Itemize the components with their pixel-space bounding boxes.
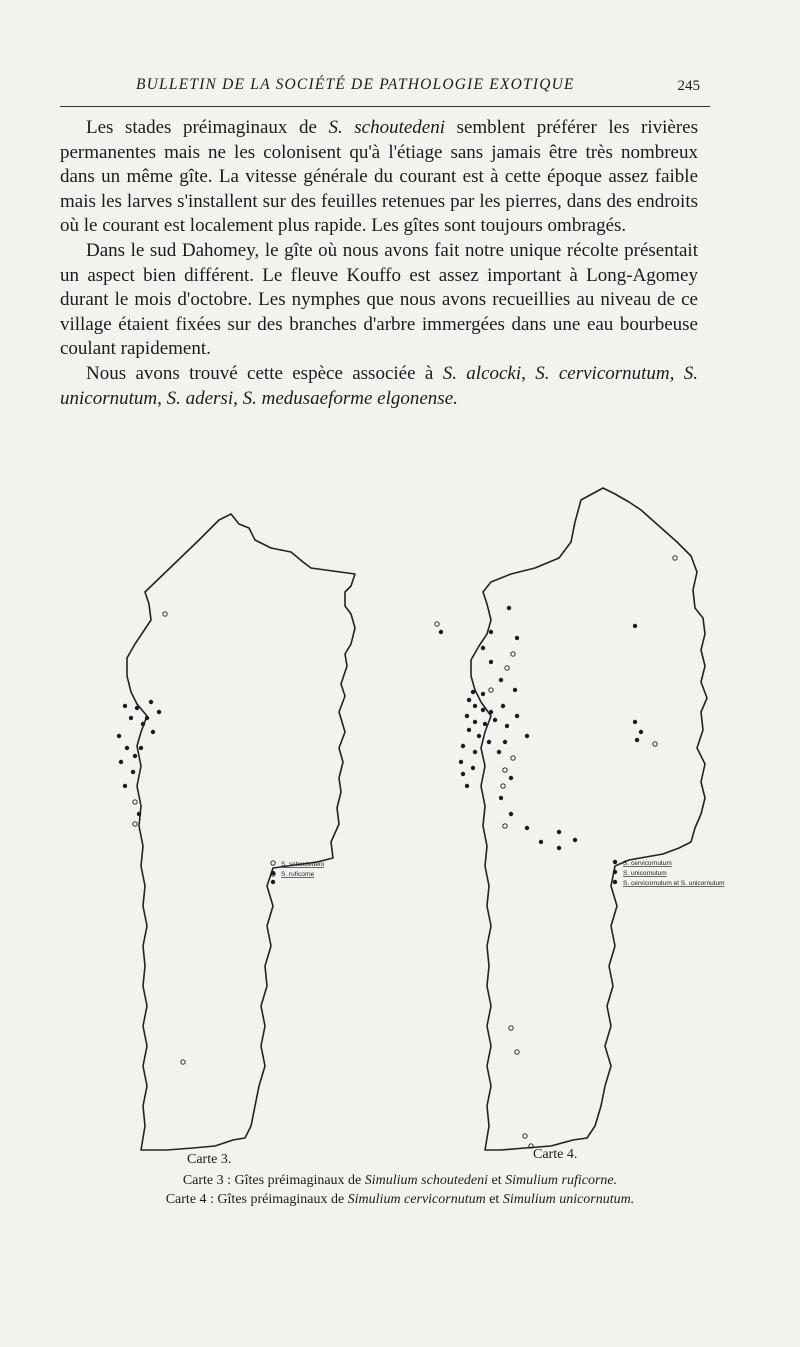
text-run: et: [488, 1173, 506, 1188]
running-header: [60, 72, 710, 107]
site-dot: [497, 750, 501, 754]
site-dot: [635, 738, 639, 742]
site-dot: [539, 840, 543, 844]
site-dot: [471, 766, 475, 770]
map4-label: Carte 4.: [533, 1147, 578, 1162]
site-dot: [489, 660, 493, 664]
site-dot: [573, 838, 577, 842]
text-run: Dans le sud Dahomey, le gîte où nous avons fait notre unique récolte présentait un aspect bien différent. Le fleuve Kouffo est assez important à Long-Agomey durant le mois d'octobre. Les nymphes que nous avons recueillies au niveau de ce village étaient fixées sur des branches d'arbre immergées dans une eau bourbeuse coulant rapidement.: [60, 239, 698, 360]
italic-run: Simulium ruficorne.: [505, 1173, 618, 1188]
legend-label: S. ruficorne: [281, 871, 315, 878]
italic-run: S. schoutedeni: [328, 117, 446, 138]
site-circle: [653, 742, 657, 746]
site-dot: [439, 630, 443, 634]
site-dot: [123, 784, 127, 788]
paragraph: [60, 239, 698, 362]
site-circle: [133, 822, 137, 826]
site-dot: [481, 646, 485, 650]
site-dot: [459, 760, 463, 764]
site-dot: [557, 830, 561, 834]
site-dot: [465, 714, 469, 718]
site-dot: [467, 698, 471, 702]
site-dot: [473, 750, 477, 754]
maps-figure: [55, 486, 745, 1167]
body-text: [60, 116, 698, 411]
legend-label: S. cervicornutum: [623, 860, 672, 867]
site-dot: [151, 730, 155, 734]
site-dot: [117, 734, 121, 738]
site-dot: [499, 796, 503, 800]
site-dot: [129, 716, 133, 720]
text-run: semblent préférer les rivières permanentes mais ne les colonisent qu'à l'étiage sans jamais être très nombreux dans un même gîte. La vitesse générale du courant est à cette époque assez faible mais les larves s'installent sur des feuilles retenues par les pierres, dans des endroits où le courant est localement plus rapide. Les gîtes sont toujours ombragés.: [60, 117, 698, 237]
site-dot: [613, 880, 617, 884]
site-dot: [633, 720, 637, 724]
maps-svg: [55, 486, 745, 1156]
site-circle: [511, 756, 515, 760]
site-dot: [613, 870, 617, 874]
site-circle: [505, 666, 509, 670]
site-dot: [125, 746, 129, 750]
map3-site-markers: [117, 612, 275, 1064]
journal-title: BULLETIN DE LA SOCIÉTÉ DE PATHOLOGIE EXOTIQUE: [136, 76, 575, 93]
site-dot: [477, 734, 481, 738]
site-dot: [515, 636, 519, 640]
site-dot: [505, 724, 509, 728]
site-dot: [461, 772, 465, 776]
site-circle: [509, 1026, 513, 1030]
site-dot: [461, 744, 465, 748]
site-dot: [509, 776, 513, 780]
map-legends: [271, 860, 725, 887]
site-dot: [145, 716, 149, 720]
site-dot: [501, 704, 505, 708]
site-dot: [131, 770, 135, 774]
site-dot: [513, 688, 517, 692]
site-dot: [471, 690, 475, 694]
site-dot: [503, 740, 507, 744]
paragraph: [60, 116, 698, 239]
site-dot: [483, 722, 487, 726]
site-dot: [639, 730, 643, 734]
text-run: et: [485, 1192, 503, 1207]
site-dot: [489, 710, 493, 714]
italic-run: Simulium unicornutum.: [502, 1192, 635, 1207]
site-dot: [133, 754, 137, 758]
site-dot: [489, 630, 493, 634]
site-dot: [557, 846, 561, 850]
legend-label: S. schoutedeni: [281, 861, 325, 868]
caption-line-1: [100, 1171, 700, 1190]
site-circle: [515, 1050, 519, 1054]
site-dot: [613, 860, 617, 864]
site-dot: [139, 746, 143, 750]
site-dot: [465, 784, 469, 788]
site-dot: [481, 708, 485, 712]
legend-label: S. cervicornutum et S. unicornutum: [623, 880, 725, 887]
text-run: Carte 3 : Gîtes préimaginaux de: [182, 1173, 365, 1188]
site-dot: [119, 760, 123, 764]
paragraph: [60, 362, 698, 411]
site-dot: [271, 880, 275, 884]
text-run: Carte 4 : Gîtes préimaginaux de: [165, 1192, 348, 1207]
site-circle: [489, 688, 493, 692]
site-dot: [525, 734, 529, 738]
site-circle: [503, 824, 507, 828]
site-dot: [507, 606, 511, 610]
site-circle: [271, 861, 275, 865]
site-circle: [501, 784, 505, 788]
site-dot: [509, 812, 513, 816]
site-dot: [135, 706, 139, 710]
map3-outline: [127, 514, 355, 1150]
site-dot: [499, 678, 503, 682]
page-number: 245: [677, 78, 700, 94]
site-dot: [473, 704, 477, 708]
site-dot: [525, 826, 529, 830]
site-dot: [487, 740, 491, 744]
italic-run: Simulium schoutedeni: [364, 1173, 489, 1188]
map3-label: Carte 3.: [187, 1152, 232, 1167]
map4-site-markers: [435, 556, 677, 1148]
site-dot: [493, 718, 497, 722]
site-dot: [481, 692, 485, 696]
italic-run: Simulium cervicornutum: [347, 1192, 486, 1207]
site-dot: [149, 700, 153, 704]
site-circle: [503, 768, 507, 772]
map4-outline: [471, 488, 707, 1150]
site-circle: [435, 622, 439, 626]
site-dot: [157, 710, 161, 714]
site-dot: [467, 728, 471, 732]
italic-run: S. alcocki, S. cervicornutum, S. unicornutum, S. adersi, S. medusaeforme elgonense.: [60, 362, 699, 409]
site-circle: [181, 1060, 185, 1064]
legend-label: S. unicornutum: [623, 870, 667, 877]
site-dot: [515, 714, 519, 718]
site-dot: [141, 722, 145, 726]
site-dot: [123, 704, 127, 708]
text-run: Nous avons trouvé cette espèce associée à: [86, 362, 443, 384]
site-circle: [673, 556, 677, 560]
caption-line-2: [100, 1190, 700, 1209]
text-run: Les stades préimaginaux de: [86, 117, 329, 138]
site-dot: [137, 812, 141, 816]
site-circle: [511, 652, 515, 656]
site-dot: [271, 871, 275, 875]
figure-captions: [100, 1171, 700, 1209]
site-circle: [163, 612, 167, 616]
site-circle: [523, 1134, 527, 1138]
site-circle: [133, 800, 137, 804]
site-dot: [473, 720, 477, 724]
site-dot: [633, 624, 637, 628]
